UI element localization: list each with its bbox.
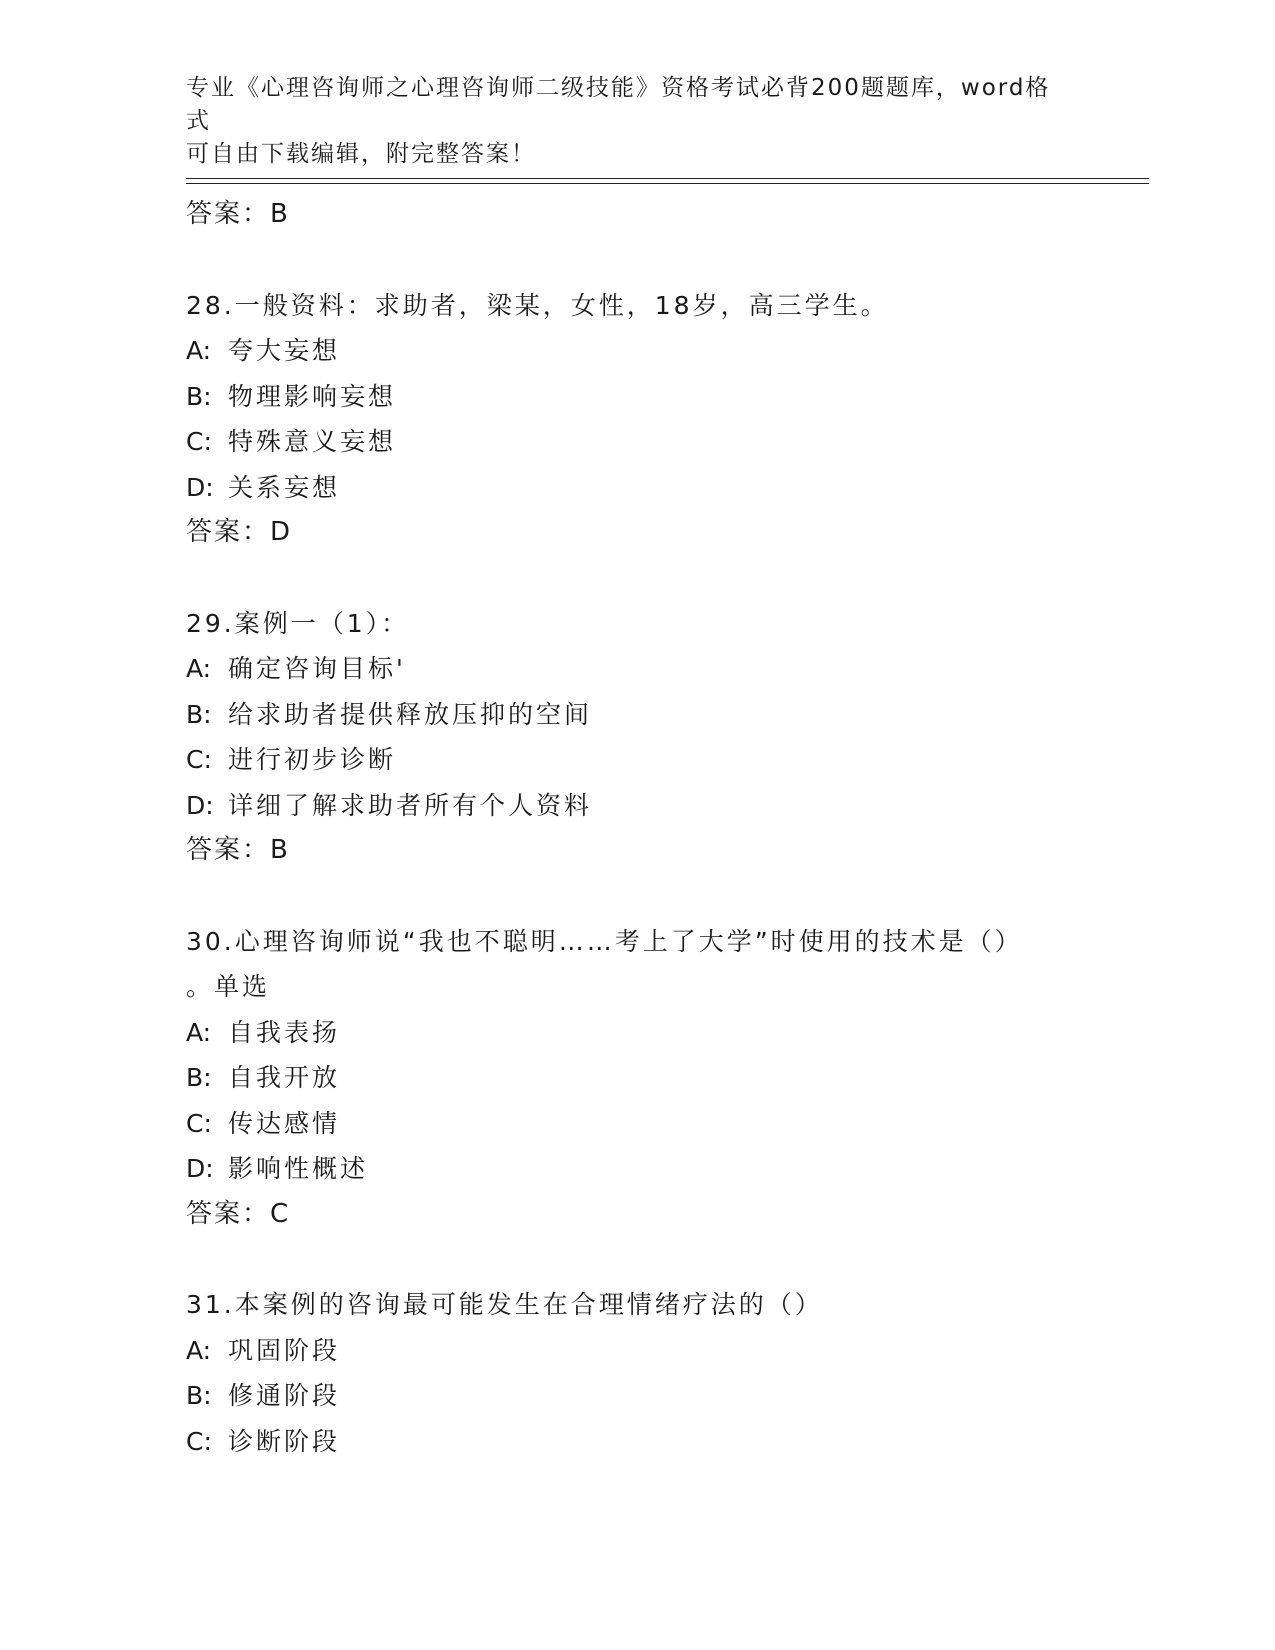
question-block (186, 601, 1086, 874)
option-c (186, 419, 1086, 465)
option-letter: B: (186, 699, 212, 729)
header-line-1: 专业《心理咨询师之心理咨询师二级技能》资格考试必背200题题库，word格式 (186, 75, 1051, 134)
option-letter: A: (186, 1017, 212, 1047)
answer-line: 答案：B (186, 199, 290, 229)
option-letter: D: (186, 472, 214, 502)
option-a (186, 328, 1086, 374)
option-c (186, 1419, 1086, 1465)
option-letter: B: (186, 1063, 212, 1092)
question-stem-continued: 。单选 (186, 972, 271, 1001)
option-text: 确定咨询目标' (228, 654, 406, 683)
option-letter: A: (186, 1335, 212, 1365)
option-text: 夸大妄想 (228, 336, 341, 365)
option-a (186, 1010, 1086, 1056)
answer-line: 答案：B (186, 835, 290, 865)
option-a (186, 646, 1086, 692)
answer-line: 答案：C (186, 1198, 291, 1229)
option-letter: B: (186, 1381, 212, 1410)
header-divider-top (186, 178, 1149, 179)
option-letter: A: (186, 336, 212, 365)
answer-line: 答案：D (186, 517, 293, 547)
question-list (186, 192, 1086, 1464)
option-letter: D: (186, 790, 214, 820)
option-b (186, 374, 1086, 420)
option-d (186, 783, 1086, 829)
option-letter: C: (186, 427, 212, 456)
header-line-2: 可自由下载编辑，附完整答案！ (186, 141, 536, 167)
header-divider-bottom (186, 183, 1149, 184)
question-stem: 28.一般资料：求助者，梁某，女性，18岁，高三学生。 (186, 290, 889, 320)
option-letter: B: (186, 381, 212, 411)
question-block (186, 919, 1086, 1238)
option-text: 特殊意义妄想 (228, 427, 397, 456)
question-stem: 29.案例一（1）： (186, 608, 410, 638)
option-b (186, 1055, 1086, 1101)
option-text: 自我开放 (228, 1063, 341, 1092)
option-letter: C: (186, 1108, 212, 1138)
option-text: 物理影响妄想 (228, 381, 397, 411)
question-stem: 31.本案例的咨询最可能发生在合理情绪疗法的（） (186, 1290, 823, 1319)
question-block (186, 1282, 1086, 1464)
option-letter: C: (186, 745, 212, 774)
option-letter: D: (186, 1154, 214, 1183)
document-header (186, 72, 1066, 171)
option-text: 诊断阶段 (228, 1426, 341, 1456)
option-letter: A: (186, 654, 212, 683)
option-d (186, 1146, 1086, 1192)
option-text: 关系妄想 (228, 472, 341, 502)
option-text: 给求助者提供释放压抑的空间 (228, 699, 593, 729)
option-c (186, 1101, 1086, 1147)
option-b (186, 1373, 1086, 1419)
option-c (186, 737, 1086, 783)
option-text: 进行初步诊断 (228, 745, 397, 774)
option-text: 传达感情 (228, 1108, 341, 1138)
option-text: 修通阶段 (228, 1381, 341, 1410)
option-text: 影响性概述 (228, 1154, 369, 1183)
option-letter: C: (186, 1426, 212, 1456)
option-text: 自我表扬 (228, 1017, 341, 1047)
question-block (186, 283, 1086, 556)
option-text: 详细了解求助者所有个人资料 (228, 790, 593, 820)
option-b (186, 692, 1086, 738)
option-a (186, 1328, 1086, 1374)
question-stem: 30.心理咨询师说“我也不聪明……考上了大学”时使用的技术是（） (186, 926, 1023, 956)
option-text: 巩固阶段 (228, 1335, 341, 1365)
option-d (186, 465, 1086, 511)
